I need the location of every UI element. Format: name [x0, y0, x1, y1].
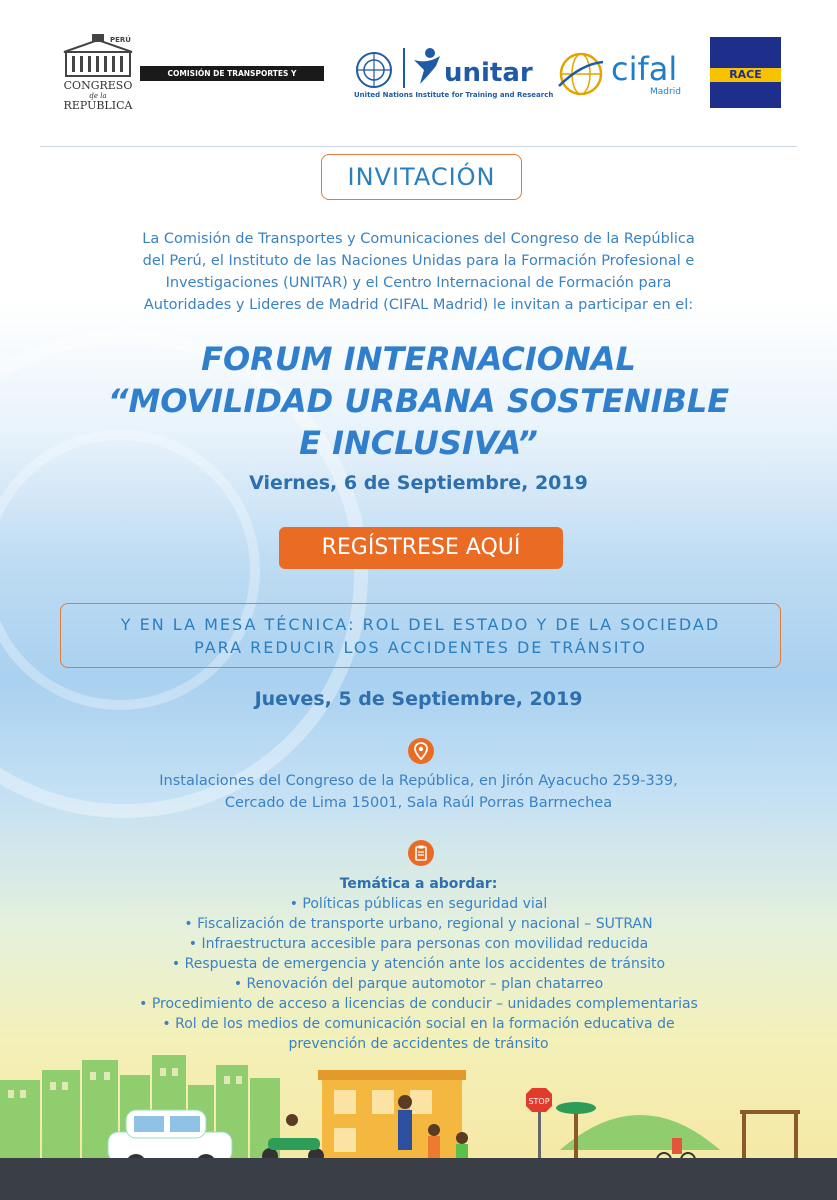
topic-item: • Procedimiento de acceso a licencias de conducir – unidades complementarias — [139, 996, 698, 1012]
header-divider — [40, 146, 797, 147]
race-logo — [710, 37, 781, 108]
topic-item: • Rol de los medios de comunicación social en la formación educativa de — [162, 1016, 675, 1032]
congreso-line1: CONGRESO — [63, 79, 133, 92]
register-button[interactable]: REGÍSTRESE AQUÍ — [279, 527, 563, 569]
unitar-divider — [403, 48, 405, 88]
intro-line: del Perú, el Instituto de las Naciones Unidas para la Formación Profesional e — [142, 253, 695, 269]
un-emblem-icon — [354, 50, 394, 90]
topic-item: • Renovación del parque automotor – plan chatarreo — [233, 976, 604, 992]
race-name: RACE — [710, 68, 781, 82]
unitar-subtitle: United Nations Institute for Training and Research — [354, 91, 554, 99]
logo-header — [0, 0, 837, 148]
topic-item: • Fiscalización de transporte urbano, regional y nacional – SUTRAN — [184, 916, 653, 932]
forum-date: Viernes, 6 de Septiembre, 2019 — [249, 472, 588, 494]
intro-line: Autoridades y Lideres de Madrid (CIFAL Madrid) le invitan a participar en el: — [143, 297, 694, 313]
stop-sign — [526, 1088, 552, 1165]
intro-paragraph — [0, 228, 837, 316]
mesa-line: Y EN LA MESA TÉCNICA: ROL DEL ESTADO Y DE LA SOCIEDAD — [120, 614, 721, 634]
unitar-name: unitar — [444, 58, 533, 88]
intro-line: La Comisión de Transportes y Comunicaciones del Congreso de la República — [142, 231, 695, 247]
title-line: E INCLUSIVA” — [299, 424, 538, 462]
cifal-name: cifal — [611, 50, 678, 88]
congreso-line3: REPÚBLICA — [63, 99, 133, 112]
stop-sign-label: STOP — [528, 1097, 550, 1106]
mesa-tecnica-box — [60, 603, 781, 668]
topic-item: prevención de accidentes de tránsito — [288, 1036, 549, 1052]
address-line: Cercado de Lima 15001, Sala Raúl Porras Barrnechea — [224, 795, 613, 811]
cifal-globe-icon — [557, 50, 605, 98]
topic-item: • Respuesta de emergencia y atención ante los accidentes de tránsito — [171, 956, 666, 972]
cifal-subtitle: Madrid — [650, 87, 681, 97]
congreso-wordmark — [62, 80, 134, 112]
unitar-figure-icon — [410, 46, 444, 86]
road — [0, 1158, 837, 1200]
hill — [560, 1115, 720, 1150]
clipboard-icon — [408, 840, 434, 866]
forum-title — [0, 338, 837, 464]
intro-line: Investigaciones (UNITAR) y el Centro Internacional de Formación para — [165, 275, 672, 291]
topic-item: • Infraestructura accesible para personas con movilidad reducida — [188, 936, 649, 952]
comision-label: COMISIÓN DE TRANSPORTES Y COMUNICACIONES — [140, 66, 324, 81]
school-building — [322, 1075, 462, 1170]
mesa-line: PARA REDUCIR LOS ACCIDENTES DE TRÁNSITO — [194, 637, 647, 657]
mesa-date: Jueves, 5 de Septiembre, 2019 — [254, 688, 583, 710]
congreso-country: PERÚ — [110, 36, 131, 44]
invitation-label: INVITACIÓN — [321, 154, 522, 200]
bus-stop — [740, 1110, 800, 1114]
address-line: Instalaciones del Congreso de la República, en Jirón Ayacucho 259-339, — [159, 773, 678, 789]
topics-heading: Temática a abordar: — [339, 876, 498, 892]
address — [0, 770, 837, 814]
title-line: FORUM INTERNACIONAL — [201, 340, 636, 378]
location-pin-icon — [408, 738, 434, 764]
title-line: “MOVILIDAD URBANA SOSTENIBLE — [107, 382, 730, 420]
topic-item: • Políticas públicas en seguridad vial — [289, 896, 548, 912]
topics-list — [0, 894, 837, 1054]
congreso-line2: de la — [89, 92, 107, 100]
